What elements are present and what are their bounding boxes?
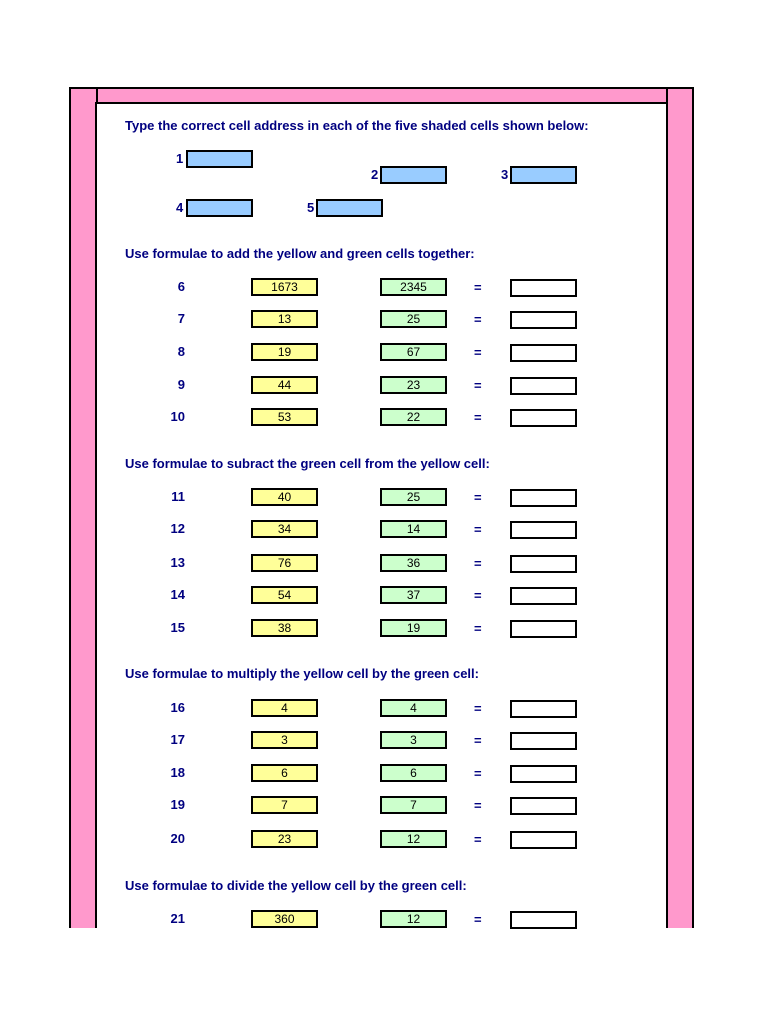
frame-left-bar [69, 102, 97, 928]
question-number: 15 [170, 620, 185, 635]
instruction-add: Use formulae to add the yellow and green cells together: [125, 246, 475, 261]
yellow-cell: 360 [251, 910, 318, 928]
question-number: 10 [170, 409, 185, 424]
answer-input[interactable] [510, 344, 577, 362]
answer-input[interactable] [510, 620, 577, 638]
green-cell: 7 [380, 796, 447, 814]
question-number: 12 [170, 521, 185, 536]
answer-input[interactable] [510, 587, 577, 605]
answer-input[interactable] [510, 732, 577, 750]
equals-sign: = [474, 912, 482, 927]
question-number: 19 [170, 797, 185, 812]
question-number: 14 [170, 587, 185, 602]
answer-input[interactable] [510, 831, 577, 849]
address-label-4: 4 [176, 200, 184, 215]
question-number: 13 [170, 555, 185, 570]
equals-sign: = [474, 556, 482, 571]
instruction-divide: Use formulae to divide the yellow cell by the green cell: [125, 878, 467, 893]
address-input-1[interactable] [186, 150, 253, 168]
answer-input[interactable] [510, 377, 577, 395]
address-input-2[interactable] [380, 166, 447, 184]
yellow-cell: 54 [251, 586, 318, 604]
question-number: 16 [170, 700, 185, 715]
yellow-cell: 34 [251, 520, 318, 538]
question-number: 17 [170, 732, 185, 747]
green-cell: 12 [380, 910, 447, 928]
answer-input[interactable] [510, 555, 577, 573]
yellow-cell: 44 [251, 376, 318, 394]
equals-sign: = [474, 345, 482, 360]
equals-sign: = [474, 312, 482, 327]
question-number: 6 [177, 279, 185, 294]
question-number: 20 [170, 831, 185, 846]
instruction-multiply: Use formulae to multiply the yellow cell by the green cell: [125, 666, 479, 681]
yellow-cell: 76 [251, 554, 318, 572]
yellow-cell: 4 [251, 699, 318, 717]
equals-sign: = [474, 733, 482, 748]
green-cell: 2345 [380, 278, 447, 296]
yellow-cell: 53 [251, 408, 318, 426]
yellow-cell: 23 [251, 830, 318, 848]
green-cell: 36 [380, 554, 447, 572]
green-cell: 25 [380, 310, 447, 328]
question-number: 21 [170, 911, 185, 926]
green-cell: 4 [380, 699, 447, 717]
address-input-4[interactable] [186, 199, 253, 217]
yellow-cell: 40 [251, 488, 318, 506]
green-cell: 22 [380, 408, 447, 426]
yellow-cell: 3 [251, 731, 318, 749]
question-number: 7 [177, 311, 185, 326]
yellow-cell: 1673 [251, 278, 318, 296]
green-cell: 25 [380, 488, 447, 506]
equals-sign: = [474, 832, 482, 847]
frame-right-bar [666, 102, 694, 928]
yellow-cell: 7 [251, 796, 318, 814]
green-cell: 3 [380, 731, 447, 749]
address-label-2: 2 [371, 167, 379, 182]
equals-sign: = [474, 798, 482, 813]
answer-input[interactable] [510, 311, 577, 329]
yellow-cell: 13 [251, 310, 318, 328]
answer-input[interactable] [510, 521, 577, 539]
equals-sign: = [474, 378, 482, 393]
answer-input[interactable] [510, 409, 577, 427]
question-number: 11 [171, 489, 185, 504]
frame-top-bar [69, 87, 694, 104]
equals-sign: = [474, 280, 482, 295]
equals-sign: = [474, 410, 482, 425]
yellow-cell: 38 [251, 619, 318, 637]
instruction-subtract: Use formulae to subract the green cell from the yellow cell: [125, 456, 490, 471]
answer-input[interactable] [510, 489, 577, 507]
yellow-cell: 19 [251, 343, 318, 361]
question-number: 9 [177, 377, 185, 392]
answer-input[interactable] [510, 700, 577, 718]
equals-sign: = [474, 588, 482, 603]
equals-sign: = [474, 701, 482, 716]
answer-input[interactable] [510, 797, 577, 815]
question-number: 8 [177, 344, 185, 359]
answer-input[interactable] [510, 911, 577, 929]
answer-input[interactable] [510, 279, 577, 297]
green-cell: 37 [380, 586, 447, 604]
green-cell: 19 [380, 619, 447, 637]
equals-sign: = [474, 522, 482, 537]
question-number: 18 [170, 765, 185, 780]
green-cell: 14 [380, 520, 447, 538]
instruction-address: Type the correct cell address in each of the five shaded cells shown below: [125, 118, 589, 133]
address-label-5: 5 [307, 200, 315, 215]
address-input-5[interactable] [316, 199, 383, 217]
green-cell: 23 [380, 376, 447, 394]
green-cell: 67 [380, 343, 447, 361]
green-cell: 6 [380, 764, 447, 782]
answer-input[interactable] [510, 765, 577, 783]
equals-sign: = [474, 490, 482, 505]
address-label-3: 3 [501, 167, 509, 182]
equals-sign: = [474, 621, 482, 636]
yellow-cell: 6 [251, 764, 318, 782]
address-input-3[interactable] [510, 166, 577, 184]
green-cell: 12 [380, 830, 447, 848]
address-label-1: 1 [176, 151, 184, 166]
equals-sign: = [474, 766, 482, 781]
